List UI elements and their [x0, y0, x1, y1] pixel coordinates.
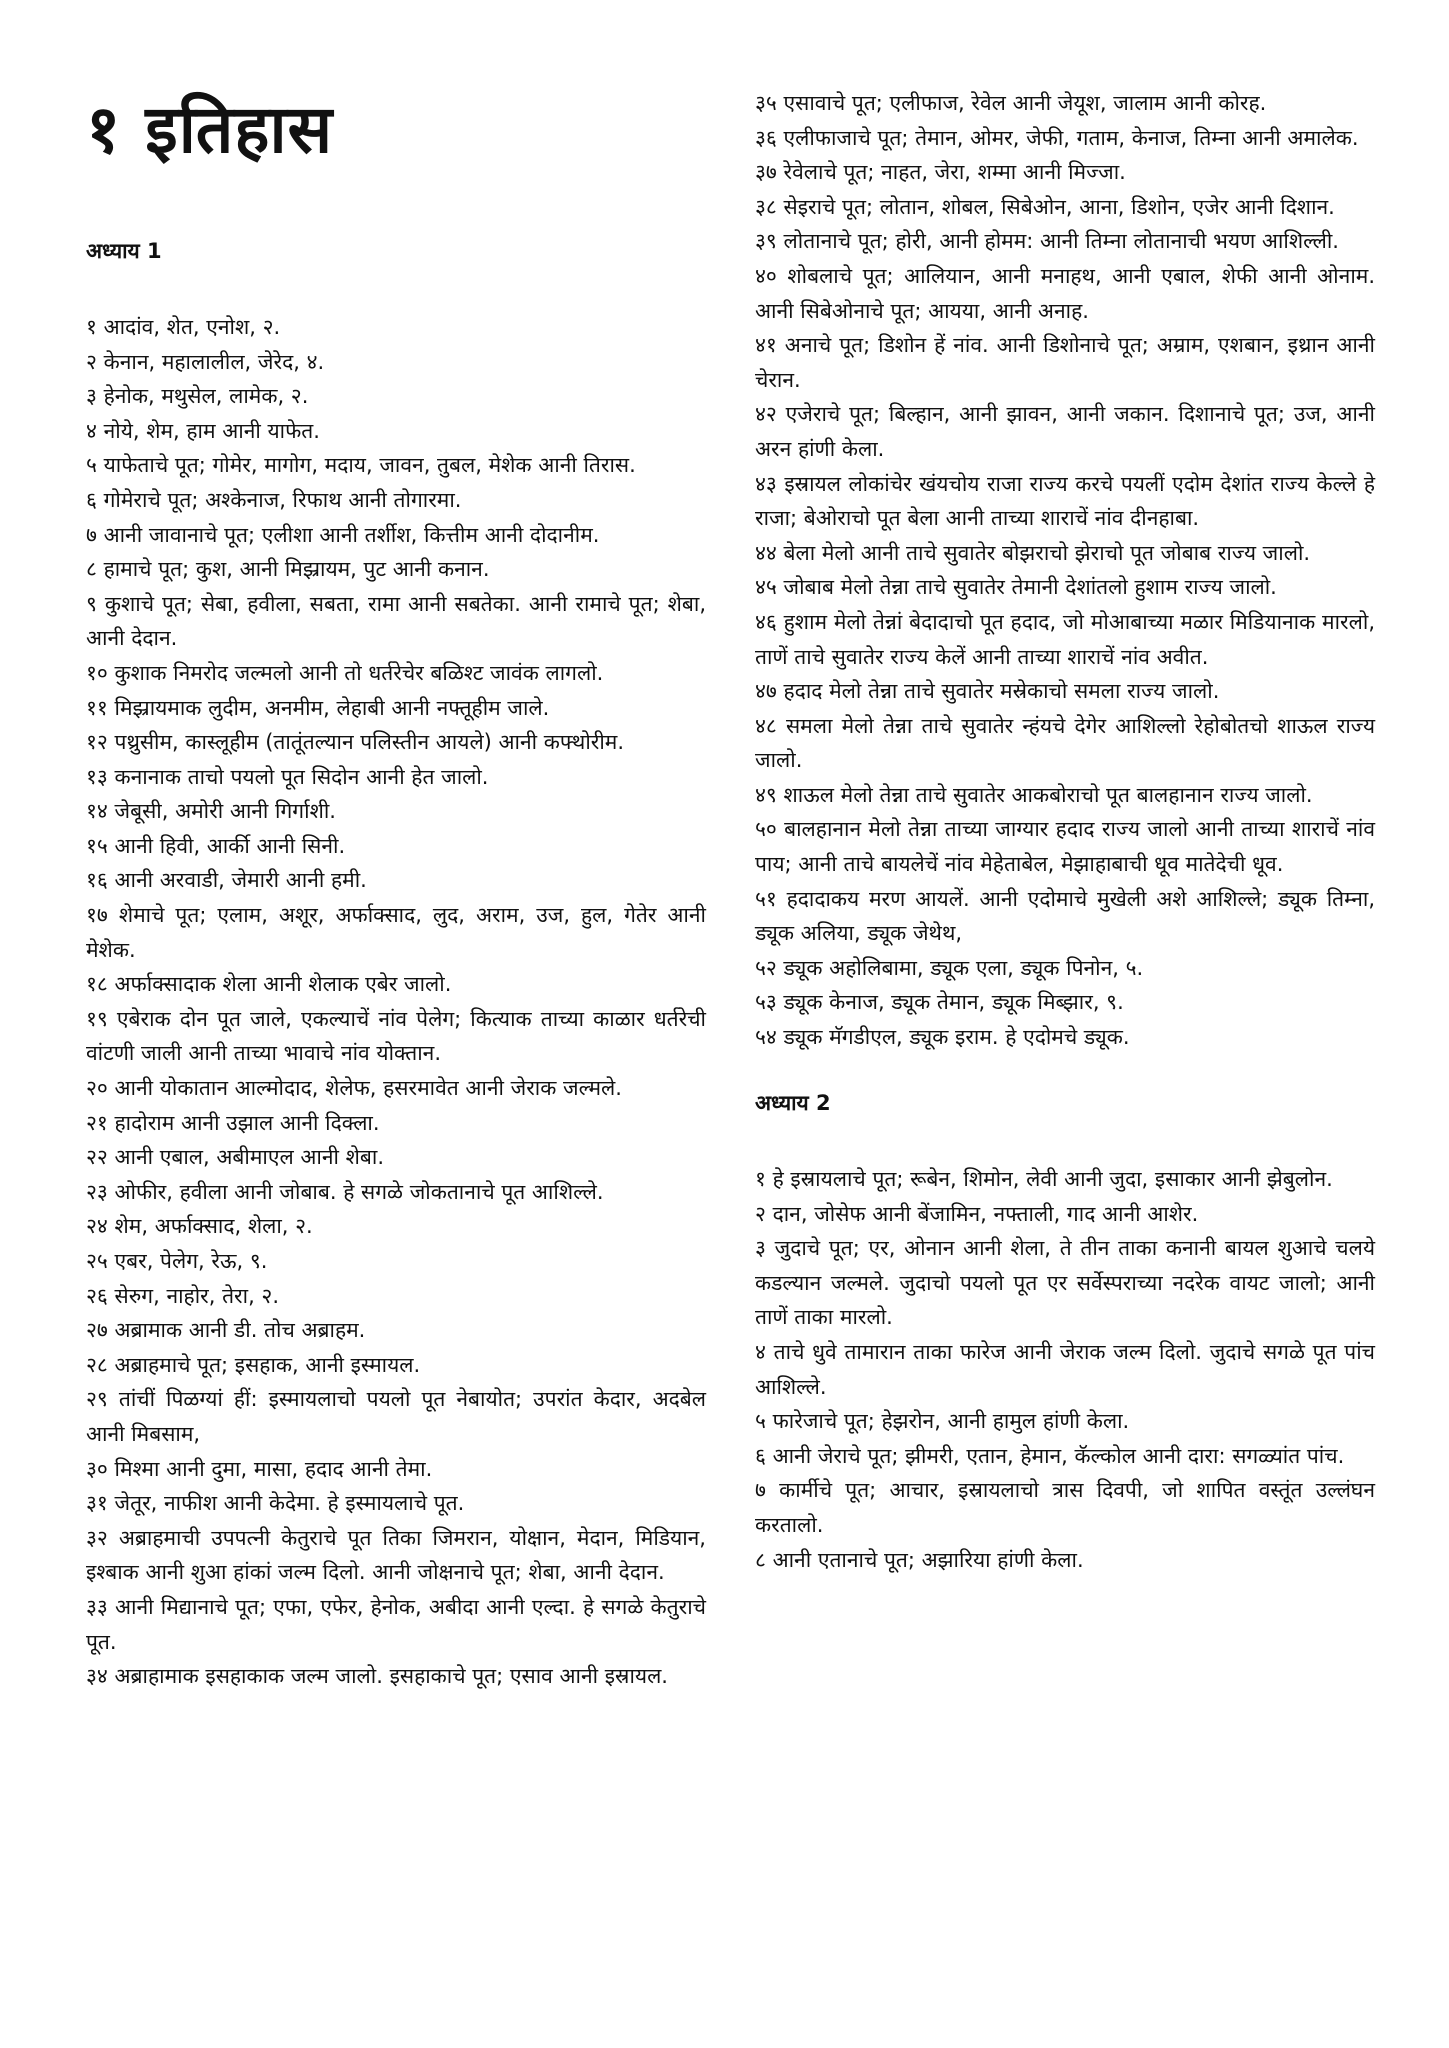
verse: ३४ अब्राहामाक इसहाकाक जल्म जालो. इसहाकाचे पूत; एसाव आनी इस्रायल.: [86, 1664, 668, 1689]
verse: ४२ एजेराचे पूत; बिल्हान, आनी झावन, आनी जकान. दिशानाचे पूत; उज, आनी अरन हांणी केला.: [755, 402, 1375, 461]
left-column: [86, 84, 706, 1694]
chapter-1-heading: अध्याय 1: [86, 238, 162, 263]
verse: ३१ जेतूर, नाफीश आनी केदेमा. हे इस्मायलाचे पूत.: [86, 1491, 465, 1516]
verse: २९ तांचीं पिळग्यां हीं: इस्मायलाचो पयलो पूत नेबायोत; उपरांत केदार, अदबेल आनी मिबसाम,: [86, 1387, 706, 1446]
verse: ३० मिश्मा आनी दुमा, मासा, हदाद आनी तेमा.: [86, 1456, 433, 1481]
verse: ४५ जोबाब मेलो तेन्ना ताचे सुवातेर तेमानी देशांतलो हुशाम राज्य जालो.: [755, 575, 1277, 600]
verse: २७ अब्रामाक आनी डी. तोच अब्राहम.: [86, 1318, 366, 1343]
verse: ४४ बेला मेलो आनी ताचे सुवातेर बोझराचो झेराचो पूत जोबाब राज्य जालो.: [755, 540, 1311, 565]
right-column: [755, 86, 1375, 1577]
verse: ५३ ड्यूक केनाज, ड्यूक तेमान, ड्यूक मिब्झार, ९.: [755, 990, 1124, 1015]
verse: ३५ एसावाचे पूत; एलीफाज, रेवेल आनी जेयूश, जालाम आनी कोरह.: [755, 91, 1267, 115]
verse: ६ आनी जेराचे पूत; झीमरी, एतान, हेमान, कॅल्कोल आनी दारा: सगळ्यांत पांच.: [755, 1443, 1345, 1468]
verse: २३ ओफीर, हवीला आनी जोबाब. हे सगळे जोकतानाचे पूत आशिल्ले.: [86, 1179, 604, 1204]
verse: ४८ समला मेलो तेन्ना ताचे सुवातेर न्हंयचे देगेर आशिल्लो रेहोबोतचो शाऊल राज्य जालो.: [755, 713, 1375, 773]
verse: १३ कनानाक ताचो पयलो पूत सिदोन आनी हेत जालो.: [86, 764, 489, 789]
verse: १० कुशाक निमरोद जल्मलो आनी तो धर्तरेचेर बळिश्ट जावंक लागलो.: [86, 660, 604, 685]
verse: २८ अब्राहमाचे पूत; इसहाक, आनी इस्मायल.: [86, 1352, 421, 1377]
verse: २ केनान, महालालील, जेरेद, ४.: [86, 349, 325, 374]
verse: १८ अर्फाक्सादाक शेला आनी शेलाक एबेर जालो.: [86, 972, 452, 997]
verse: १२ पथ्रुसीम, कास्लूहीम (तातूंतल्यान पलिस्तीन आयले) आनी कफ्थोरीम.: [86, 730, 625, 755]
chapter-2-heading: अध्याय 2: [755, 1090, 831, 1115]
verse: ४७ हदाद मेलो तेन्ना ताचे सुवातेर मस्रेकाचो समला राज्य जालो.: [755, 679, 1220, 704]
verse: ४१ अनाचे पूत; डिशोन हें नांव. आनी डिशोनाचे पूत; अम्राम, एशबान, इथ्रान आनी चेरान.: [755, 333, 1375, 392]
verse: ४९ शाऊल मेलो तेन्ना ताचे सुवातेर आकबोराचो पूत बालहानान राज्य जालो.: [755, 782, 1313, 807]
verse: ३ जुदाचे पूत; एर, ओनान आनी शेला, ते तीन ताका कनानी बायल शुआचे चलये कडल्यान जल्मले. जुदाचो पयलो पूत एर सर्वेस्पराच्या नदरेक वायट जालो; आनी ताणें ताका मारलो.: [755, 1236, 1375, 1330]
verse: ८ हामाचे पूत; कुश, आनी मिझ्रायम, पुट आनी कनान.: [86, 557, 490, 582]
verse: १५ आनी हिवी, आर्की आनी सिनी.: [86, 833, 346, 858]
verse: ५२ ड्यूक अहोलिबामा, ड्यूक एला, ड्यूक पिनोन, ५.: [755, 955, 1144, 980]
chapter-1-verses-right: [755, 86, 1375, 1055]
verse: २१ हादोराम आनी उझाल आनी दिक्ला.: [86, 1110, 380, 1135]
verse: ९ कुशाचे पूत; सेबा, हवीला, सबता, रामा आनी सबतेका. आनी रामाचे पूत; शेबा, आनी देदान.: [86, 591, 706, 651]
verse: १७ शेमाचे पूत; एलाम, अशूर, अर्फाक्साद, लुद, अराम, उज, हुल, गेतेर आनी मेशेक.: [86, 903, 706, 962]
verse: ३७ रेवेलाचे पूत; नाहत, जेरा, शम्मा आनी मिज्जा.: [755, 160, 1126, 185]
chapter-2-verses: [755, 1162, 1375, 1577]
verse: २५ एबर, पेलेग, रेऊ, ९.: [86, 1249, 268, 1274]
verse: ५१ हदादाकय मरण आयलें. आनी एदोमाचे मुखेली अशे आशिल्ले; ड्यूक तिम्ना, ड्यूक अलिया, ड्यूक जेथेथ,: [755, 886, 1375, 946]
verse: ३९ लोतानाचे पूत; होरी, आनी होमम: आनी तिम्ना लोतानाची भयण आशिल्ली.: [755, 229, 1339, 254]
verse: १ हे इस्रायलाचे पूत; रूबेन, शिमोन, लेवी आनी जुदा, इसाकार आनी झेबुलोन.: [755, 1167, 1333, 1192]
verse: ३३ आनी मिद्यानाचे पूत; एफा, एफेर, हेनोक, अबीदा आनी एल्दा. हे सगळे केतुराचे पूत.: [86, 1594, 706, 1654]
verse: ११ मिझ्रायमाक लुदीम, अनमीम, लेहाबी आनी नफ्तूहीम जाले.: [86, 695, 550, 720]
verse: ३६ एलीफाजाचे पूत; तेमान, ओमर, जेफी, गताम, केनाज, तिम्ना आनी अमालेक.: [755, 125, 1359, 150]
verse: ५० बालहानान मेलो तेन्ना ताच्या जाग्यार हदाद राज्य जालो आनी ताच्या शाराचें नांव पाय; आनी ताचे बायलेचें नांव मेहेताबेल, मेझाहाबाची धूव मातेदेची धूव.: [755, 817, 1375, 877]
verse: १६ आनी अरवाडी, जेमारी आनी हमी.: [86, 868, 367, 893]
book-title: १ इतिहास: [86, 91, 334, 168]
verse: २६ सेरुग, नाहोर, तेरा, २.: [86, 1283, 280, 1308]
verse: ४० शोबलाचे पूत; आलियान, आनी मनाहथ, आनी एबाल, शेफी आनी ओनाम. आनी सिबेओनाचे पूत; आयया, आनी अनाह.: [755, 263, 1375, 323]
verse: ३ हेनोक, मथुसेल, लामेक, २.: [86, 384, 309, 409]
verse: ५ फारेजाचे पूत; हेझरोन, आनी हामुल हांणी केला.: [755, 1409, 1130, 1434]
verse: ८ आनी एतानाचे पूत; अझारिया हांणी केला.: [755, 1547, 1084, 1572]
verse: ४३ इस्रायल लोकांचेर खंयचोय राजा राज्य करचे पयलीं एदोम देशांत राज्य केल्ले हे राजा; बेओराचो पूत बेला आनी ताच्या शाराचें नांव दीनहाबा.: [755, 471, 1375, 531]
verse: २२ आनी एबाल, अबीमाएल आनी शेबा.: [86, 1145, 384, 1170]
verse: ४ ताचे धुवे तामारान ताका फारेज आनी जेराक जल्म दिलो. जुदाचे सगळे पूत पांच आशिल्ले.: [755, 1339, 1375, 1399]
verse: १ आदांव, शेत, एनोश, २.: [86, 314, 281, 339]
verse: १९ एबेराक दोन पूत जाले, एकल्याचें नांव पेलेग; कित्याक ताच्या काळार धर्तरेची वांटणी जाली आनी ताच्या भावाचे नांव योक्तान.: [86, 1006, 706, 1066]
verse: ३८ सेइराचे पूत; लोतान, शोबल, सिबेओन, आना, डिशोन, एजेर आनी दिशान.: [755, 194, 1335, 219]
verse: २० आनी योकातान आल्मोदाद, शेलेफ, हसरमावेत आनी जेराक जल्मले.: [86, 1076, 622, 1101]
verse: ३२ अब्राहमाची उपपत्नी केतुराचे पूत तिका जिमरान, योक्षान, मेदान, मिडियान, इश्बाक आनी शुआ हांकां जल्म दिलो. आनी जोक्षनाचे पूत; शेबा, आनी देदान.: [86, 1525, 706, 1585]
chapter-1-verses-left: [86, 310, 706, 1694]
verse: ४ नोये, शेम, हाम आनी याफेत.: [86, 418, 320, 443]
verse: ७ कार्मीचे पूत; आचार, इस्रायलाचो त्रास दिवपी, जो शापित वस्तूंत उल्लंघन करतालो.: [755, 1478, 1375, 1537]
verse: ५४ ड्यूक मॅगडीएल, ड्यूक इराम. हे एदोमचे ड्यूक.: [755, 1025, 1130, 1050]
verse: ६ गोमेराचे पूत; अश्केनाज, रिफाथ आनी तोगारमा.: [86, 487, 462, 512]
verse: ७ आनी जावानाचे पूत; एलीशा आनी तर्शीश, कित्तीम आनी दोदानीम.: [86, 522, 600, 547]
verse: २ दान, जोसेफ आनी बेंजामिन, नफ्ताली, गाद आनी आशेर.: [755, 1201, 1199, 1226]
verse: ५ याफेताचे पूत; गोमेर, मागोग, मदाय, जावन, तुबल, मेशेक आनी तिरास.: [86, 453, 636, 478]
verse: ४६ हुशाम मेलो तेन्नां बेदादाचो पूत हदाद, जो मोआबाच्या मळार मिडियानाक मारलो, ताणें ताचे सुवातेर राज्य केलें आनी ताच्या शाराचें नांव अवीत.: [755, 609, 1375, 669]
verse: १४ जेबूसी, अमोरी आनी गिर्गाशी.: [86, 799, 336, 824]
verse: २४ शेम, अर्फाक्साद, शेला, २.: [86, 1214, 313, 1239]
